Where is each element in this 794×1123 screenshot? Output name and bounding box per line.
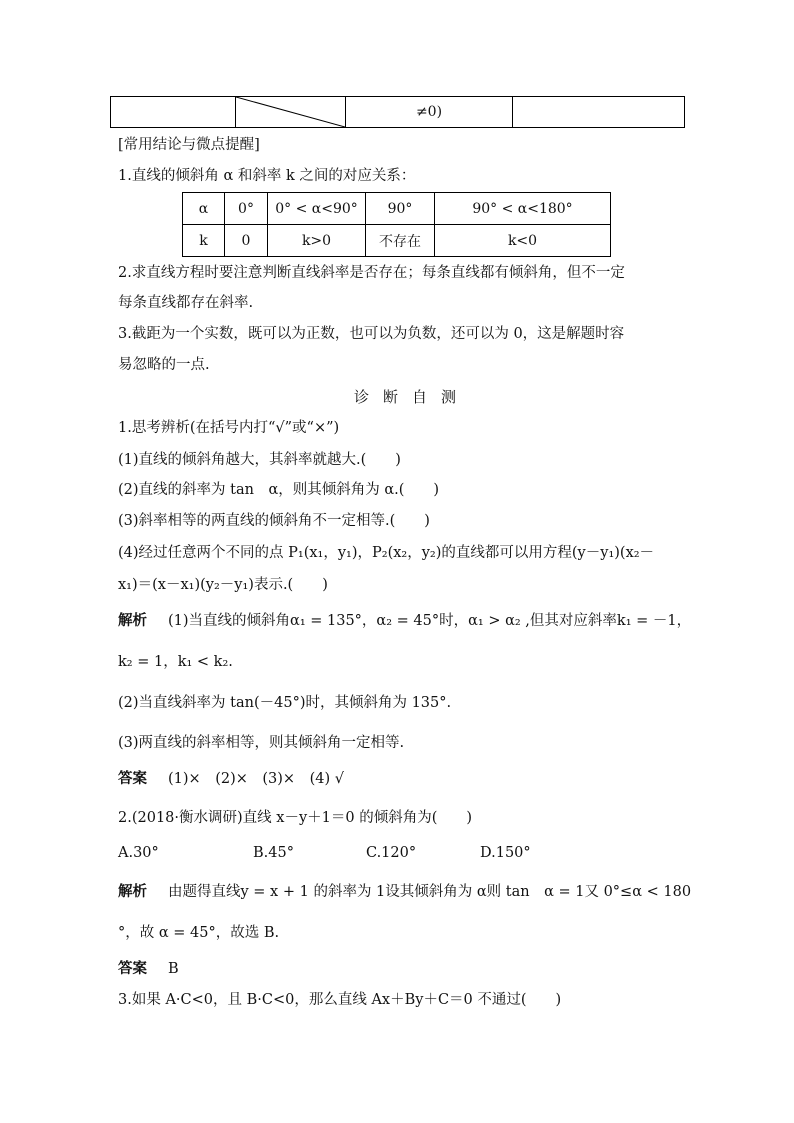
q1-answer-label: 答案 bbox=[118, 770, 147, 787]
table-cell: 0° < α<90° bbox=[268, 193, 366, 225]
q1-answer: (1)× (2)× (3)× (4) √ bbox=[168, 771, 344, 787]
q1-title: 1.思考辨析(在括号内打“√”或“×”) bbox=[118, 420, 340, 436]
table-row bbox=[183, 193, 611, 225]
q1-statement-3: (3)斜率相等的两直线的倾斜角不一定相等.( ) bbox=[118, 513, 430, 529]
section-title: [常用结论与微点提醒] bbox=[118, 137, 260, 153]
q2-answer: B bbox=[168, 961, 179, 977]
q1-analysis-line-1: (1)当直线的倾斜角α₁ = 135°，α₂ = 45°时，α₁ > α₂ ,但其对应斜率k₁ = －1， bbox=[168, 613, 692, 629]
table-row bbox=[183, 225, 611, 257]
table-cell: 90° bbox=[366, 193, 435, 225]
top-cell-1 bbox=[111, 97, 236, 128]
angle-slope-table bbox=[182, 192, 611, 257]
q1-statement-2: (2)直线的斜率为 tan α，则其倾斜角为 α.( ) bbox=[118, 482, 440, 498]
q2-analysis-line-1: 由题得直线y = x + 1 的斜率为 1设其倾斜角为 α则 tan α = 1又 0°≤α < 180 bbox=[168, 884, 692, 900]
table-cell: k>0 bbox=[268, 225, 366, 257]
q2-answer-label: 答案 bbox=[118, 960, 147, 977]
q2-option-c: C.120° bbox=[366, 845, 417, 861]
q1-analysis-label: 解析 bbox=[118, 612, 147, 629]
section-heading: 诊断自测 bbox=[354, 388, 471, 406]
diagonal-line-icon bbox=[236, 97, 345, 127]
q1-statement-1: (1)直线的倾斜角越大，其斜率就越大.( ) bbox=[118, 452, 401, 468]
top-cell-4 bbox=[513, 97, 685, 128]
table-cell: α bbox=[183, 193, 225, 225]
item-2-line-1: 2.求直线方程时要注意判断直线斜率是否存在；每条直线都有倾斜角，但不一定 bbox=[118, 265, 625, 281]
q1-analysis-line-3: (2)当直线斜率为 tan(－45°)时，其倾斜角为 135°. bbox=[118, 695, 452, 711]
q1-analysis-line-2: k₂ = 1，k₁ < k₂. bbox=[118, 654, 233, 670]
q3-title: 3.如果 A·C<0，且 B·C<0，那么直线 Ax＋By＋C＝0 不通过( ) bbox=[118, 992, 562, 1008]
q2-title: 2.(2018·衡水调研)直线 x－y＋1＝0 的倾斜角为( ) bbox=[118, 810, 473, 826]
q1-statement-4-line-1: (4)经过任意两个不同的点 P₁(x₁，y₁)，P₂(x₂，y₂)的直线都可以用方程(y－y₁)(x₂－ bbox=[118, 545, 655, 561]
top-cell-3: ≠0) bbox=[346, 97, 513, 128]
table-cell: 0 bbox=[225, 225, 268, 257]
q2-analysis-line-2: °，故 α = 45°，故选 B. bbox=[118, 925, 280, 941]
table-cell: 不存在 bbox=[366, 225, 435, 257]
q2-analysis-label: 解析 bbox=[118, 883, 147, 900]
table-cell: 0° bbox=[225, 193, 268, 225]
top-table bbox=[110, 96, 685, 128]
table-cell: k<0 bbox=[435, 225, 611, 257]
top-cell-diagonal bbox=[236, 97, 346, 128]
q1-statement-4-line-2: x₁)＝(x－x₁)(y₂－y₁)表示.( ) bbox=[118, 577, 328, 593]
item-3-line-2: 易忽略的一点. bbox=[118, 357, 210, 373]
q2-option-a: A.30° bbox=[118, 845, 159, 861]
q2-option-d: D.150° bbox=[480, 845, 531, 861]
q2-option-b: B.45° bbox=[253, 845, 294, 861]
table-cell: 90° < α<180° bbox=[435, 193, 611, 225]
table-cell: k bbox=[183, 225, 225, 257]
item-1: 1.直线的倾斜角 α 和斜率 k 之间的对应关系： bbox=[118, 168, 416, 184]
item-2-line-2: 每条直线都存在斜率. bbox=[118, 295, 254, 311]
q1-analysis-line-4: (3)两直线的斜率相等，则其倾斜角一定相等. bbox=[118, 735, 405, 751]
item-3-line-1: 3.截距为一个实数，既可以为正数，也可以为负数，还可以为 0，这是解题时容 bbox=[118, 326, 625, 342]
